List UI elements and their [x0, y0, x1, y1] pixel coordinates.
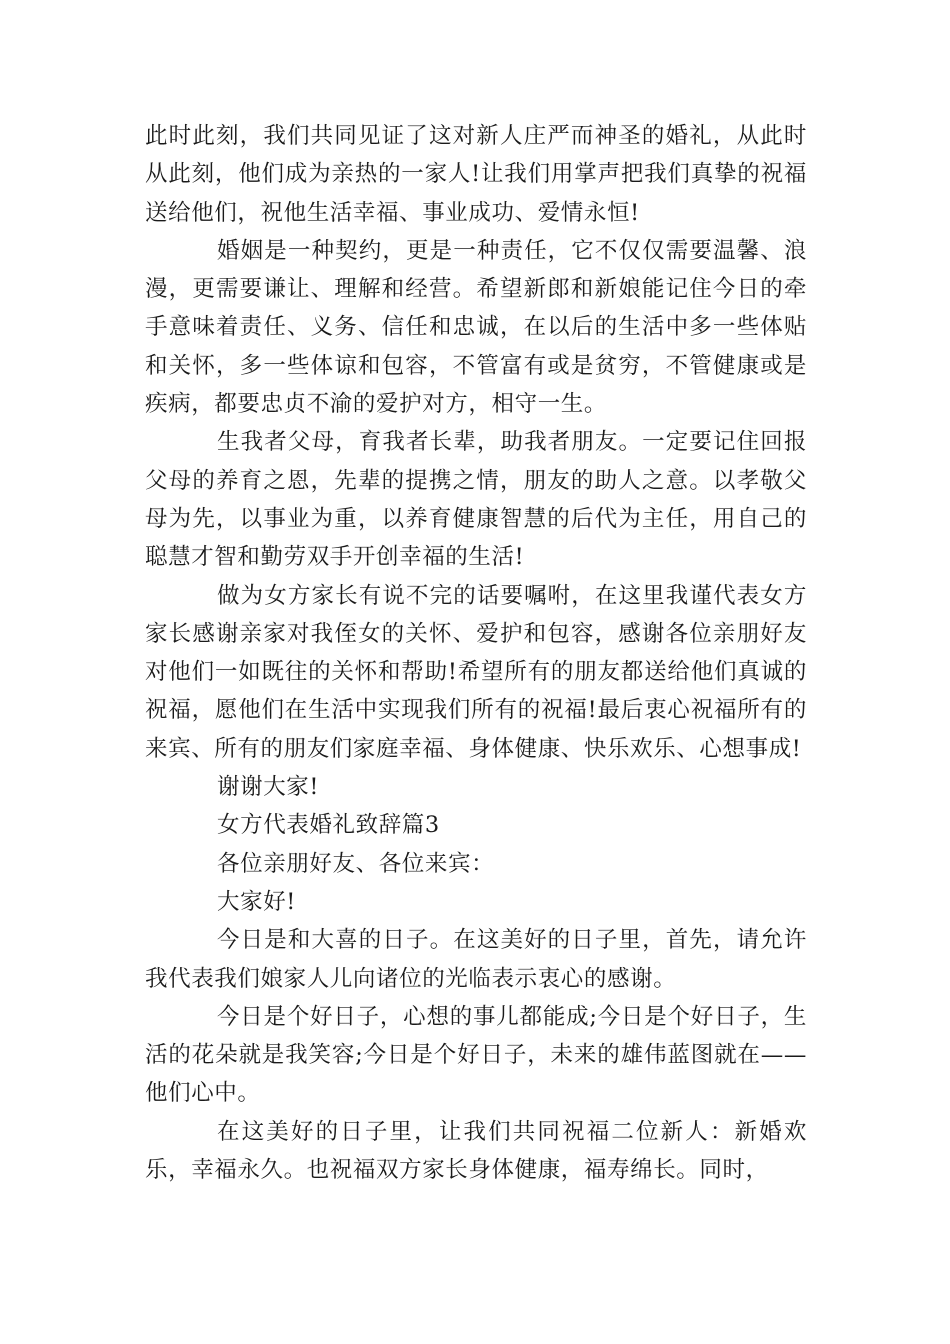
paragraph-7: 在这美好的日子里，让我们共同祝福二位新人：新婚欢乐，幸福永久。也祝福双方家长身体健康，福寿绵长。同时，: [145, 1118, 807, 1184]
paragraph-3: 生我者父母，育我者长辈，助我者朋友。一定要记住回报父母的养育之恩，先辈的提携之情，朋友的助人之意。以孝敬父母为先，以事业为重，以养育健康智慧的后代为主任，用自己的聪慧才智和勤劳双手开创幸福的生活!: [145, 429, 807, 571]
salutation: 各位亲朋好友、各位来宾：: [217, 850, 495, 877]
greeting: 大家好!: [217, 888, 296, 915]
paragraph-5: 今日是和大喜的日子。在这美好的日子里，首先，请允许我代表我们娘家人儿向诸位的光临表示衷心的感谢。: [145, 927, 807, 992]
paragraph-6: 今日是个好日子，心想的事儿都能成;今日是个好日子，生活的花朵就是我笑容;今日是个好日子，未来的雄伟蓝图就在——他们心中。: [145, 1003, 807, 1107]
paragraph-2: 婚姻是一种契约，更是一种责任，它不仅仅需要温馨、浪漫，更需要谦让、理解和经营。希望新郎和新娘能记住今日的牵手意味着责任、义务、信任和忠诚，在以后的生活中多一些体贴和关怀，多一些体谅和包容，不管富有或是贫穷，不管健康或是疾病，都要忠贞不渝的爱护对方，相守一生。: [145, 237, 807, 418]
document-body: [145, 117, 807, 1189]
paragraph-4: 做为女方家长有说不完的话要嘱咐，在这里我谨代表女方家长感谢亲家对我侄女的关怀、爱护和包容，感谢各位亲朋好友对他们一如既往的关怀和帮助!希望所有的朋友都送给他们真诚的祝福，愿他们在生活中实现我们所有的祝福!最后衷心祝福所有的来宾、所有的朋友们家庭幸福、身体健康、快乐欢乐、心想事成!: [145, 582, 807, 762]
closing-thanks: 谢谢大家!: [217, 774, 320, 801]
paragraph-1: 此时此刻，我们共同见证了这对新人庄严而神圣的婚礼，从此时从此刻，他们成为亲热的一家人!让我们用掌声把我们真挚的祝福送给他们，祝他生活幸福、事业成功、爱情永恒!: [145, 123, 807, 226]
section-heading: 女方代表婚礼致辞篇3: [217, 812, 440, 839]
